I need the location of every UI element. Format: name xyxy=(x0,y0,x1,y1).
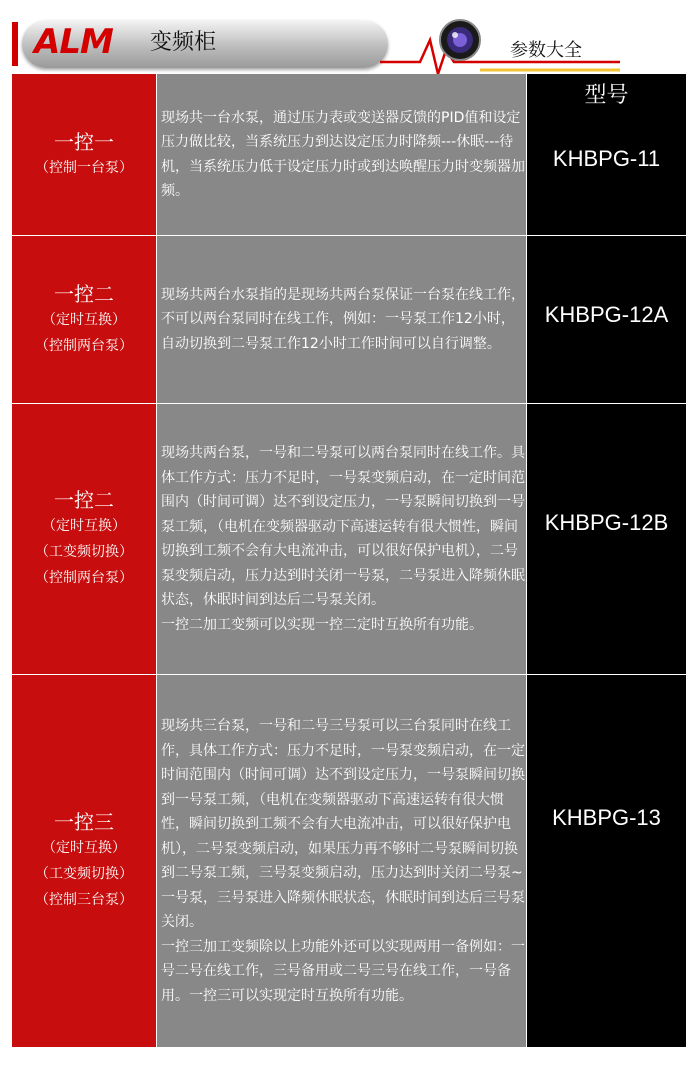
model-number: KHBPG-13 xyxy=(552,805,661,830)
control-mode-cell xyxy=(12,74,157,235)
page-subtitle: 参数大全 xyxy=(510,40,582,61)
page-header xyxy=(0,0,700,80)
description-text: 现场共两台泵，一号和二号泵可以两台泵同时在线工作。具体工作方式：压力不足时，一号泵变频启动，在一定时间范围内（时间可调）达不到设定压力，一号泵瞬间切换到一号泵工频，（电机在变频器驱动下高速运转有很大惯性，瞬间切换到工频不会有大电流冲击，可以很好保护电机），二号泵变频启动，压力达到时关闭一号泵，二号泵进入降频休眠状态，休眠时间到达后二号泵关闭。 一控二加工变频可以实现一控二定时互换所有功能。 xyxy=(161,445,525,633)
control-mode-cell xyxy=(12,236,157,403)
control-mode-name: 一控二 xyxy=(54,281,114,306)
model-cell xyxy=(527,675,686,1047)
table-row xyxy=(12,404,686,675)
model-cell xyxy=(527,236,686,403)
model-number: KHBPG-12B xyxy=(544,510,669,535)
model-number: KHBPG-11 xyxy=(552,146,661,171)
description-cell xyxy=(157,74,527,235)
page-title: 变频柜 xyxy=(150,30,217,55)
control-mode-note: （工变频切换） xyxy=(35,544,133,560)
control-mode-note: （定时互换） xyxy=(42,840,126,856)
model-number: KHBPG-12A xyxy=(544,302,669,327)
table-row xyxy=(12,675,686,1048)
model-cell xyxy=(527,404,686,674)
control-mode-note: （工变频切换） xyxy=(35,866,133,882)
control-mode-note: （定时互换） xyxy=(42,518,126,534)
control-mode-note: （控制两台泵） xyxy=(35,337,133,354)
control-mode-name: 一控二 xyxy=(54,488,114,512)
header-red-mark xyxy=(12,22,18,66)
table-row xyxy=(12,74,686,236)
description-text: 现场共三台泵，一号和二号三号泵可以三台泵同时在线工作，具体工作方式：压力不足时，一号泵变频启动，在一定时间范围内（时间可调）达不到设定压力，一号泵瞬间切换到一号泵工频，（电机在变频器驱动下高速运转有很大惯性，瞬间切换到工频不会有大电流冲击，可以很好保护电机），二号泵变频启动，如果压力再不够时二号泵瞬间切换到二号泵工频，三号泵变频启动，压力达到时关闭二号泵~一号泵，三号泵进入降频休眠状态，休眠时间到达后三号泵关闭。 一控三加工变频除以上功能外还可以实现两用一备例如：一号二号在线工作，三号备用或二号三号在线工作，一号备用。一控三可以实现定时互换所有功能。 xyxy=(161,718,525,1004)
control-mode-note: （控制两台泵） xyxy=(35,570,133,586)
model-cell xyxy=(527,74,686,235)
table-row xyxy=(12,236,686,404)
control-mode-cell xyxy=(12,675,157,1047)
description-cell xyxy=(157,404,527,674)
control-mode-note: （控制一台泵） xyxy=(35,159,133,176)
control-mode-cell xyxy=(12,404,157,674)
control-mode-name: 一控一 xyxy=(54,129,114,154)
description-text: 现场共一台水泵，通过压力表或变送器反馈的PID值和设定压力做比较，当系统压力到达设定压力时降频---休眠---待机，当系统压力低于设定压力时或到达唤醒压力时变频器加频。 xyxy=(161,109,525,199)
description-text: 现场共两台水泵指的是现场共两台泵保证一台泵在线工作，不可以两台泵同时在线工作，例如：一号泵工作12小时，自动切换到二号泵工作12小时工作时间可以自行调整。 xyxy=(161,286,525,352)
camera-lens-icon xyxy=(380,10,620,80)
control-mode-note: （控制三台泵） xyxy=(35,892,133,908)
brand-logo: ALM xyxy=(34,22,113,62)
control-mode-name: 一控三 xyxy=(54,810,114,834)
description-cell xyxy=(157,675,527,1047)
spec-table xyxy=(12,74,686,1048)
description-cell xyxy=(157,236,527,403)
model-column-header: 型号 xyxy=(584,83,629,108)
control-mode-note: （定时互换） xyxy=(42,311,126,328)
